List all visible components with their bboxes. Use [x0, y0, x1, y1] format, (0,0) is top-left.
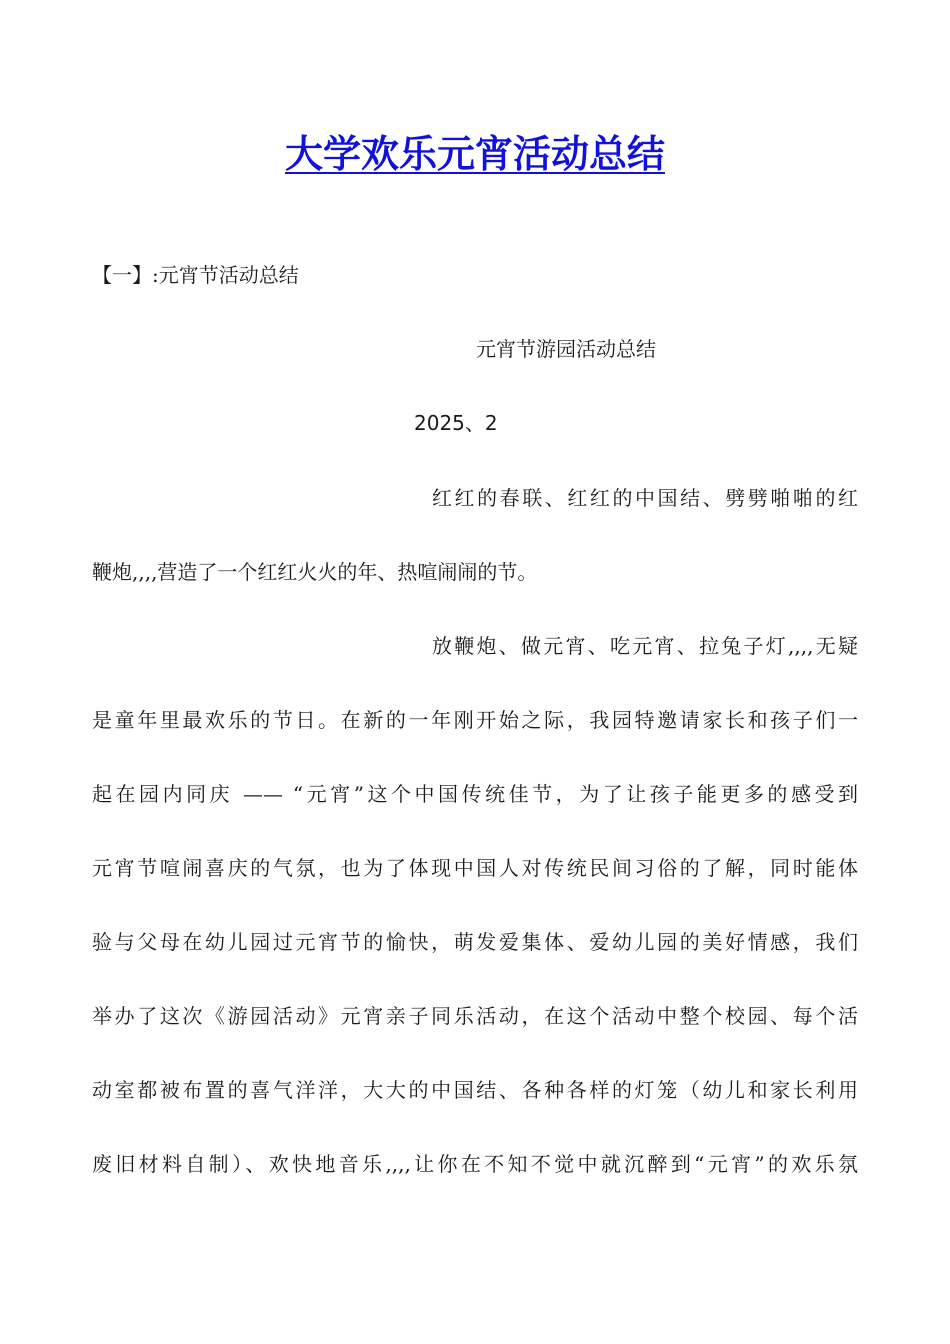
- paragraph-1: [92, 483, 858, 584]
- document-title-link[interactable]: 大学欢乐元宵活动总结: [284, 132, 665, 176]
- paragraph-2: [92, 631, 858, 1191]
- paragraph-line: 起在园内同庆 —— “元宵”这个中国传统佳节，为了让孩子能更多的感受到: [92, 782, 858, 806]
- paragraph-line: 红红的春联、红红的中国结、劈劈啪啪的红: [432, 486, 858, 510]
- section-heading: 【一】:元宵节活动总结: [92, 263, 299, 287]
- paragraph-line: 废旧材料自制）、欢快地音乐,,,,让你在不知不觉中就沉醉到“元宵”的欢乐氛: [92, 1152, 858, 1176]
- paragraph-line: 鞭炮,,,,营造了一个红红火火的年、热喧闹闹的节。: [92, 560, 538, 584]
- document-title: [0, 128, 950, 180]
- paragraph-line: 举办了这次《游园活动》元宵亲子同乐活动，在这个活动中整个校园、每个活: [92, 1004, 858, 1028]
- sub-title: 元宵节游园活动总结: [476, 337, 656, 361]
- date-line: 2025、2: [414, 411, 498, 435]
- paragraph-line: 是童年里最欢乐的节日。在新的一年刚开始之际，我园特邀请家长和孩子们一: [92, 708, 858, 732]
- paragraph-line: 元宵节喧闹喜庆的气氛，也为了体现中国人对传统民间习俗的了解，同时能体: [92, 856, 858, 880]
- paragraph-line: 验与父母在幼儿园过元宵节的愉快，萌发爱集体、爱幼儿园的美好情感，我们: [92, 930, 858, 954]
- paragraph-line: 放鞭炮、做元宵、吃元宵、拉兔子灯,,,,无疑: [432, 634, 858, 658]
- paragraph-line: 动室都被布置的喜气洋洋，大大的中国结、各种各样的灯笼（幼儿和家长利用: [92, 1078, 858, 1102]
